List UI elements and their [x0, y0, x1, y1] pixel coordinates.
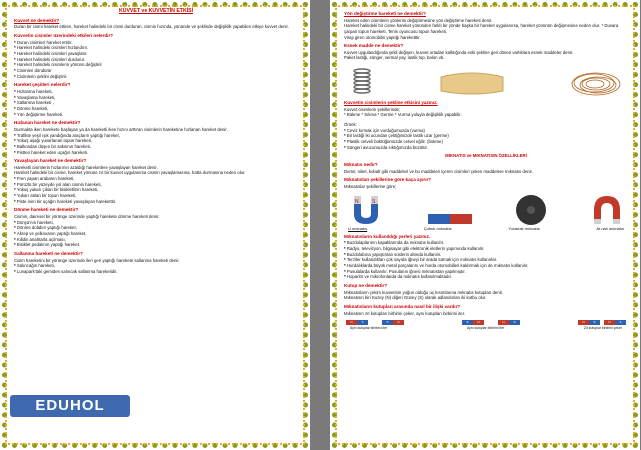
- section-text: Hareketli cisimlerin hızlarının azaldığı hareketlere yavaşlayan hareket denir.: [14, 164, 158, 170]
- left-content: [14, 8, 298, 275]
- section-heading: Kuvvetin cisimler üzerindeki etkileri nelerdir?: [14, 33, 114, 39]
- elastic-images: [350, 63, 622, 97]
- magnet-uses-list: [344, 240, 628, 280]
- list-item: * Buzdolabına yapıştırılan süslerin altında kullanılır.: [344, 252, 628, 258]
- right-page: [330, 0, 640, 450]
- section-heading: Mıknatısları şekillerine göre kaça ayırır?: [344, 177, 432, 183]
- rubber-bands-image: [570, 71, 622, 97]
- effects-list: [14, 40, 298, 80]
- caption: Aynı kutuplar birbirini iter: [466, 326, 505, 331]
- section-text: Kuvvet uygulandığında şekli değişen, kuvvet ortadan kalktığında eski şekline geri dönen varlıklara esnek maddeler denir.: [344, 49, 574, 55]
- list-item: * Akrep ve yelkovanın yaptığı hareket,: [14, 231, 298, 237]
- list-item: * Plastik cetveli büktüğümüzde cetvel eğilir. (bükme): [344, 139, 628, 145]
- horseshoe-magnet-image: [590, 194, 624, 226]
- list-item: * Duran cisimleri hareket ettirir.: [14, 40, 298, 46]
- section-text: Hareket halindeki bir cisme, hareket yönüne zıt bir kuvvet uygulanırsa cismin yavaşlamasına, hatta durmasına neden olur.: [14, 170, 246, 176]
- magnet-images: [348, 192, 624, 226]
- section-text: Durmakta iken harekete başlayan ya da hareketli iken hızını arttıran cisimlerin hareketine hızlanan hareket denir.: [14, 126, 228, 132]
- caption: At nalı mıknatıs: [596, 225, 624, 231]
- list-item: * Süngeri avucumuzda sıktığımızda büzülür.: [344, 145, 628, 151]
- accel-list: [14, 133, 298, 156]
- list-item: * Salıncağın hareketi,: [14, 263, 298, 269]
- list-item: * Kilidin anahtarla açılması,: [14, 237, 298, 243]
- list-item: * Buzdolaplarının kapaklarında da mıknatıs kullanılır.: [344, 240, 628, 246]
- section-heading: Sallanma hareketi ne demektir?: [14, 251, 83, 257]
- decel-list: [14, 176, 298, 204]
- list-item: * Radyo, televizyon, bilgisayar gibi elektronik eletlerin yapımında kullanılır.: [344, 246, 628, 252]
- section-heading: Mıknatısların kullanıldığı yerleri yazınız.: [344, 233, 431, 239]
- page-title: KUVVET ve KUVVETİN ETKİSİ: [118, 8, 194, 14]
- section-heading: Yavaşlayan hareket ne demektir?: [14, 158, 87, 164]
- pole-pair-1: N S S N: [346, 320, 404, 325]
- bar-magnet-image: [427, 212, 473, 226]
- caption: U mıknatıs: [348, 225, 368, 231]
- svg-text:S: S: [372, 198, 376, 205]
- caption: Yuvarlak mıknatıs: [508, 225, 540, 231]
- section-heading: Esnek madde ne demektir?: [344, 43, 404, 49]
- pole-pair-3: N S N S: [578, 320, 626, 325]
- section-text: Mıknatısların çekim kuvvetinin yoğun olduğu uç kısımlarına mıknatıs kutupları denir.: [344, 289, 504, 295]
- list-item: * Hareket halindeki cisimleri yavaşlatır.: [14, 51, 298, 57]
- section-text: Cismin, dairesel bir yörünge üzerinde yaptığı harekete dönme hareketi denir.: [14, 214, 160, 220]
- list-item: * Trafikte yeşil ışık yandığında araçların yaptığı hareket,: [14, 133, 298, 139]
- section-text: Virajı giren otomobilin yaptığı hareketttir.: [344, 34, 421, 40]
- list-item: * Yön değiştirme hareketi.: [14, 112, 298, 118]
- list-item: * Ceviz kırmak için vurduğumuzda (vurma): [344, 128, 628, 134]
- magnet-title: MIKNATIS ve MIKNATISIN ÖZELLİKLERİ: [445, 153, 527, 159]
- svg-text:N: N: [355, 198, 359, 205]
- section-text: Demir, nikel, kobalt gibi maddeleri ve bu maddeleri içeren cisimleri çeken maddelere mıknatıs denir.: [344, 168, 533, 174]
- section-text: Paket lastiği, sünger, sermal yay, lastik top, balon vb.: [344, 55, 445, 61]
- list-item: * Dönme dolabın yaptığı hareket,: [14, 225, 298, 231]
- section-text: Örnek:: [344, 122, 357, 128]
- list-item: * Hurdalıklarda büyük metal parçalarını ve hurda otomobilleri kaldırmak için de mıknatıs kullanılır.: [344, 263, 628, 269]
- list-item: * Hızlanma hareketi,: [14, 89, 298, 95]
- sponge-image: [437, 69, 507, 97]
- spring-image: [350, 67, 374, 97]
- section-text: Duran bir cismi hareket ettiren, hareket halindeki bir cismi durduran, cismin hızında, yönünde ve şeklinde değişiklik yapabilen etkiye kuvvet denir.: [14, 24, 289, 30]
- eduhol-logo: EDUHOL: [10, 395, 130, 417]
- section-heading: Kuvvet ne demektir?: [14, 17, 60, 23]
- section-text: Hareket halindeki bir cisme hareket yönünden farklı bir yönde başka bir hareket uygulanırsa, hareket yönünün değişmesine neden olur. * Duvara çarpan topun hareketi. Tenis oyuncusu topun hareketi.: [344, 23, 619, 34]
- list-item: * Yokuş aşağı yuvarlanan topun hareketi,: [14, 138, 298, 144]
- list-item: * Fren yapan arabanın hareketi,: [14, 176, 298, 182]
- caption: Zıt kutuplar birbirini çeker: [583, 326, 622, 331]
- list-item: * Hareket halindeki cisimleri durdurur.: [14, 57, 298, 63]
- list-item: * Terziler kullandıkları çok sayıda iğneyi bir arada tutmak için mıknatıs kullanırlar.: [344, 257, 628, 263]
- section-heading: Dönme hareketi ne demektir?: [14, 207, 79, 213]
- list-item: * Dönme hareketi,: [14, 106, 298, 112]
- section-text: Cisim hareketini bir yörünge üzerinde ileri geri yaptığı harekete sallanma hareketi denir.: [14, 257, 180, 263]
- list-item: * Hareket halindeki cisimleri hızlandırır.: [14, 45, 298, 51]
- section-heading: Yön değiştirme hareketi ne demektir?: [344, 11, 426, 16]
- list-item: * Pistten hareket eden uçağın hareketi.: [14, 150, 298, 156]
- left-page: [0, 0, 310, 450]
- list-item: * Balkondan düşen bir saksının hareketi,: [14, 144, 298, 150]
- list-item: * Lunapark'taki gemiden salıncak sallanma hareketidir.: [14, 269, 298, 275]
- u-magnet-image: [348, 194, 384, 226]
- round-magnet-image: [515, 194, 547, 226]
- motion-types-list: [14, 89, 298, 117]
- magnet-captions: [348, 226, 624, 231]
- list-item: * Sallanma hareketi ,: [14, 100, 298, 106]
- list-item: * Pürüzlü bir yüzeyde yol alan cismin hareketi,: [14, 182, 298, 188]
- swing-list: [14, 263, 298, 274]
- list-item: * Bir lastiği iki ucundan çektiğimizde lastik uzar (germe): [344, 133, 628, 139]
- pole-diagrams: [346, 320, 626, 325]
- section-heading: Hareket çeşitleri nelerdir?: [14, 82, 71, 88]
- section-heading: Hızlanan hareket ne demektir?: [14, 120, 81, 126]
- list-item: * Bisiklet pedalının yaptığı hareket.: [14, 242, 298, 248]
- section-text: Mıknatısın biri Kuzey (N) diğeri Güney (S) olarak adlandırılan iki kutbu olur.: [344, 295, 487, 301]
- section-text: Mıknatısın zıt kutupları birbirini çeker, aynı kutupları birbirini iter.: [344, 310, 466, 316]
- right-content: [344, 8, 628, 331]
- list-item: * Yukarı atılan bir topun hareketi,: [14, 193, 298, 199]
- list-item: * Hoparlör ve mikrofonlarda da mıknatıs kullanılmaktadır.: [344, 274, 628, 280]
- section-text: Hareket eden cisimlerin yönlerini değiştirmesine yön değiştirme hareketi denir.: [344, 17, 493, 23]
- list-item: * Yokuş yukarı çıkan bir bisikletlinin hareketi,: [14, 187, 298, 193]
- shape-examples-list: [344, 128, 628, 151]
- pole-captions: [350, 326, 622, 330]
- list-item: * Cisimleri döndürür: [14, 68, 298, 74]
- section-text: Mıknatıslar şekillerine göre;: [344, 183, 397, 189]
- list-item: * Yavaşlama hareketi,: [14, 95, 298, 101]
- list-item: * Piste inen bir uçağın hareketi yavaşlayan hareketttir.: [14, 199, 298, 205]
- caption: Aynı kutuplar birbirini iter: [350, 326, 388, 331]
- section-text: * Bükme * Sıkma * Germe * Vurma yoluyla değişiklik yapabilir.: [344, 112, 462, 118]
- section-heading: Kutup ne demektir?: [344, 283, 388, 289]
- caption: Çubuk mıknatıs: [423, 225, 452, 231]
- section-heading: Kuvvetin cisimlerin şekline etkisini yazınız.: [344, 100, 438, 106]
- list-item: * Hareket halindeki cisimlerin yönünü değiştirir: [14, 62, 298, 68]
- section-heading: Mıknatıs nedir?: [344, 162, 378, 168]
- list-item: * Dünya'nın hareketi,: [14, 220, 298, 226]
- list-item: * Cisimlerin şeklini değiştirir.: [14, 74, 298, 80]
- section-text: Kuvvet cisimlerin şekillerinde;: [344, 106, 401, 112]
- list-item: * Pusulalarda kullanılır. Pusulanın iğnesi mıknatıstan yapılmıştır.: [344, 269, 628, 275]
- section-heading: Mıknatısların kutupları arasında nasıl bir ilişki vardır?: [344, 304, 461, 309]
- rotation-list: [14, 220, 298, 248]
- pole-pair-2: S N N S: [462, 320, 520, 325]
